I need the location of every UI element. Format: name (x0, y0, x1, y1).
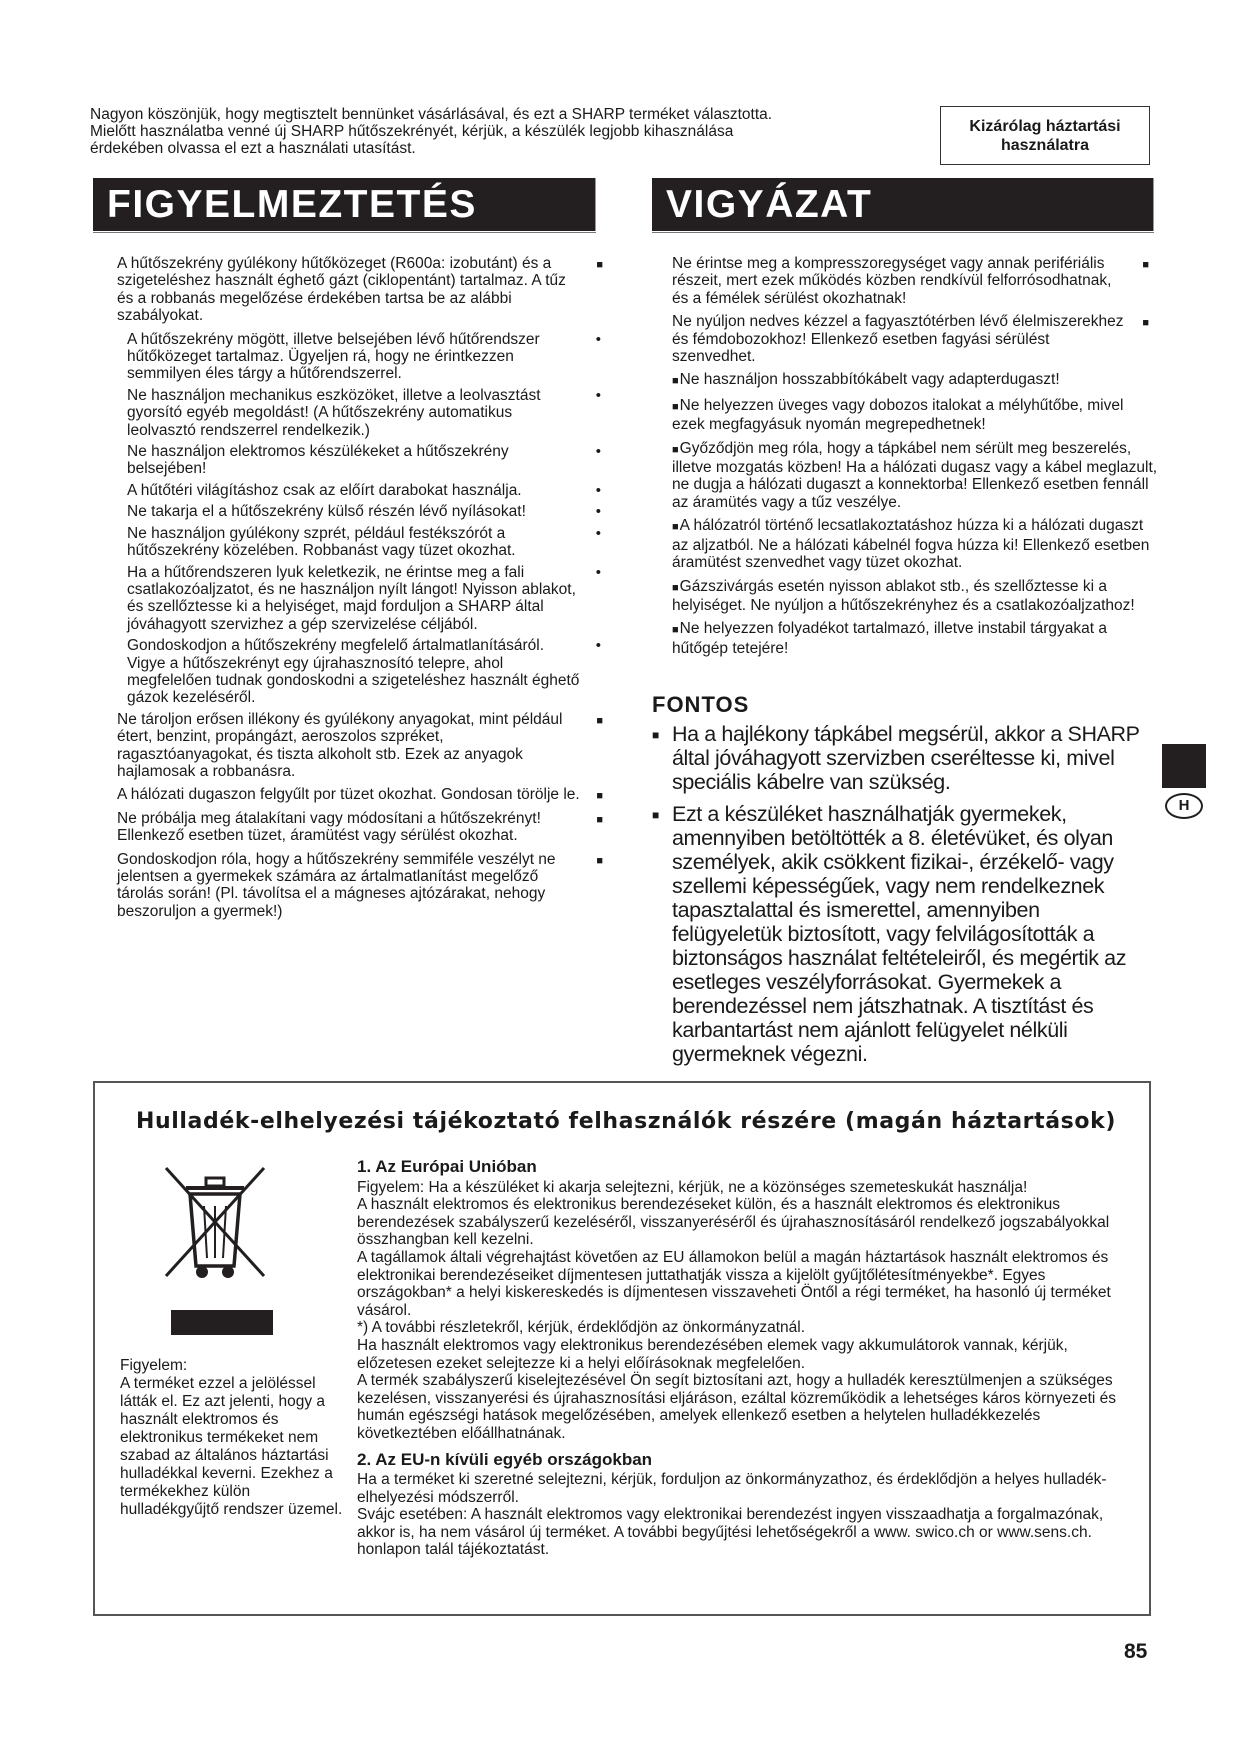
caution-rule (652, 232, 1154, 233)
dot-bullet-icon: • (595, 637, 601, 655)
dot-bullet-icon: • (595, 330, 601, 348)
warning-subitem (117, 387, 607, 439)
warning-subitem (117, 503, 607, 520)
warning-subitem-text: A hűtőtéri világításhoz csak az előírt darabokat használja. (127, 481, 522, 499)
warning-subitem (117, 637, 607, 707)
square-bullet-icon: ■ (596, 790, 603, 803)
warning-subitem-text: Gondoskodjon a hűtőszekrény megfelelő ártalmatlanításáról. Vigye a hűtőszekrényt egy újrahasznosító telepre, ahol megfelelően tudnak gondoskodni a szigeteléshez használt éghető gázok kezeléséről. (127, 637, 580, 707)
caution-item (672, 620, 1162, 657)
warning-item (117, 810, 607, 845)
square-bullet-icon: ■ (672, 521, 679, 534)
square-bullet-icon: ■ (1142, 259, 1149, 271)
warning-item (117, 851, 607, 921)
square-bullet-icon: ■ (672, 400, 679, 413)
important-title: FONTOS (652, 692, 750, 717)
caution-item-text: Győződjön meg róla, hogy a tápkábel nem sérült meg beszerelés, illetve mozgatás közben! Ha a hálózati dugasz vagy a kábel meglazult, ne dugja a hálózati dugaszt a konnektorba! Ellenkező esetben fennáll az áramütés vagy a tűz veszélye. (672, 439, 1158, 511)
dot-bullet-icon: • (595, 524, 601, 542)
eu-paragraph: *) A további részletekről, kérjük, érdeklődjön az önkormányzatnál. (357, 1319, 806, 1337)
caution-item-text: Ne érintse meg a kompresszoregységet vagy annak perifériális részeit, mert ezek működés közben rendkívül felforrósodhatnak, és a fémélek sérülést okozhatnak! (672, 255, 1112, 307)
dot-bullet-icon: • (595, 563, 601, 581)
square-bullet-icon: ■ (1142, 317, 1149, 330)
warning-subitem (117, 443, 607, 478)
warning-subitem (117, 564, 607, 634)
language-tab-block (1162, 744, 1206, 788)
caution-item (672, 397, 1162, 434)
warning-title: FIGYELMEZTETÉS (93, 178, 596, 231)
important-item-text: Ezt a készüléket használhatják gyermekek, amennyiben betöltötték a 8. életévüket, és olyan személyek, akik csökkent fizikai-, érzékelő- vagy szellemi képességűek, vagy nem rendelkeznek tapasztalattal és ismerettel, amennyiben felügyeletük biztosított, vagy felvilágosították a biztonságos használat feltételeiről, és megértik az esetleges veszélyforrásokat. Gyermekek a berendezéssel nem játszhatnak. A tisztítást és karbantartást nem ajánlott felügyelet nélküli gyermeknek végezni. (672, 802, 1127, 1066)
warning-subitem (117, 331, 607, 383)
disposal-title: Hulladék-elhelyezési tájékoztató felhasználók részére (magán háztartások) (136, 1109, 1116, 1134)
caution-item-text: Gázszivárgás esetén nyisson ablakot stb., és szellőztesse ki a helyiséget. Ne nyúljon a hűtőszekrényhez és a csatlakozóaljzathoz! (672, 577, 1135, 614)
warning-subitem-text: Ne használjon gyúlékony szprét, például festékszórót a hűtőszekrény közelében. Robbanást vagy tüzet okozhat. (127, 524, 516, 560)
crossed-bin-icon (160, 1162, 270, 1282)
disposal-note (120, 1357, 345, 1519)
dot-bullet-icon: • (595, 443, 601, 461)
caution-column (672, 255, 1162, 663)
square-bullet-icon: ■ (596, 259, 603, 271)
dot-bullet-icon: • (595, 386, 601, 404)
important-item (652, 722, 1152, 794)
language-tab-letter: H (1165, 793, 1203, 819)
non-eu-paragraph: Svájc esetében: A használt elektromos vagy elektronikai berendezést ingyen visszaadhatja a forgalmazónak, akkor is, ha nem vásárol új terméket. A további begyűjtési lehetőségekről a www. swico.ch or www.sens.ch. honlapon talál tájékoztatást. (357, 1506, 1104, 1559)
intro-line: Mielőtt használatba venné új SHARP hűtőszekrényét, kérjük, a készülék legjobb kihasználása (90, 123, 734, 140)
square-bullet-icon: ■ (672, 581, 679, 594)
caution-item-text: Ne helyezzen üveges vagy dobozos italokat a mélyhűtőbe, mivel ezek megfagyásuk nyomán megrepedhetnek! (672, 396, 1124, 434)
warning-item (117, 255, 607, 325)
important-list (652, 722, 1152, 1074)
caution-item-text: A hálózatról történő lecsatlakoztatáshoz húzza ki a hálózati dugaszt az aljzatból. Ne a hálózati kábelnél fogva húzza ki! Ellenkező esetben áramütést szenvedhet vagy tüzet okozhat. (672, 517, 1150, 572)
dot-bullet-icon: • (595, 503, 601, 521)
square-bullet-icon: ■ (596, 854, 603, 867)
disposal-note-heading: Figyelem: (120, 1357, 188, 1374)
warning-subitem-text: Ne takarja el a hűtőszekrény külső részén lévő nyílásokat! (127, 503, 526, 521)
non-eu-paragraph: Ha a terméket ki szeretné selejtezni, kérjük, forduljon az önkormányzathoz, és érdeklődjön a helyes hulladék-elhelyezési módszerről. (357, 1471, 1107, 1506)
warning-subitem-text: A hűtőszekrény mögött, illetve belsejében lévő hűtőrendszer hűtőközeget tartalmaz. Ügyeljen rá, hogy ne érintkezzen semmilyen éles tárgy a hűtőrendszerrel. (127, 330, 540, 383)
caution-item (672, 517, 1162, 571)
warning-item-text: Ne tároljon erősen illékony és gyúlékony anyagokat, mint például étert, benzint, propángázt, aeroszolos szpréket, ragasztóanyagokat, és tiszta alkoholt stb. Ezek az anyagok hajlamosak a robbanásra. (117, 710, 563, 780)
intro-text (90, 106, 920, 157)
square-bullet-icon: ■ (652, 728, 659, 742)
important-item-text: Ha a hajlékony tápkábel megsérül, akkor a SHARP által jóváhagyott szervizben cseréltesse ki, mivel speciális kábelre van szükség. (672, 722, 1140, 794)
eu-section-heading: 1. Az Európai Unióban (357, 1157, 537, 1176)
caution-item-text: Ne helyezzen folyadékot tartalmazó, illetve instabil tárgyakat a hűtőgép tetejére! (672, 620, 1107, 657)
warning-item-text: A hálózati dugaszon felgyűlt por tüzet okozhat. Gondosan törölje le. (117, 786, 580, 804)
eu-paragraph: A termék szabályszerű kiselejtezésével Ön segít biztosítani azt, hogy a hulladék keresztülmenjen a szükséges kezelésen, visszanyerési és újrahasznosítási eljáráson, ezáltal közreműködik a lehetséges káros környezeti és humán egészségi hatások megelőzésében, amelyek ellenkező esetben a helytelen hulladékkezelés következtében előállhatnának. (357, 1372, 1117, 1442)
square-bullet-icon: ■ (672, 443, 679, 456)
caution-item (672, 255, 1162, 307)
caution-item-text: Ne nyúljon nedves kézzel a fagyasztótérben lévő élelmiszerekhez és fémdobozokhoz! Ellenkező esetben fagyási sérülést szenvedhet. (672, 313, 1124, 366)
caution-item (672, 371, 1162, 390)
warning-item-text: A hűtőszekrény gyúlékony hűtőközeget (R600a: izobutánt) és a szigeteléshez használt éghető gázt (ciklopentánt) tartalmaz. A tűz és a robbanás megelőzése érdekében tartsa be az alábbi szabályokat. (117, 255, 566, 325)
warning-item (117, 786, 607, 803)
caution-item (672, 440, 1162, 512)
page-number: 85 (1124, 1640, 1148, 1663)
warning-item (117, 711, 607, 781)
warning-subitem-text: Ha a hűtőrendszeren lyuk keletkezik, ne érintse meg a fali csatlakozóaljzatot, és ne használjon nyílt lángot! Nyisson ablakot, és szellőztesse ki a helyiséget, majd forduljon a SHARP által jóváhagyott szervizhez a gép szervizelése céljából. (127, 563, 576, 633)
household-line: használatra (1000, 136, 1090, 154)
non-eu-section-heading: 2. Az EU-n kívüli egyéb országokban (357, 1449, 653, 1469)
warning-item-text: Ne próbálja meg átalakítani vagy módosítani a hűtőszekrényt! Ellenkező esetben tüzet, áramütést vagy sérülést okozhat. (117, 809, 541, 845)
intro-line: Nagyon köszönjük, hogy megtisztelt bennünket vásárlásával, és ezt a SHARP terméket választotta. (90, 106, 773, 123)
intro-line: érdekében olvassa el ezt a használati utasítást. (90, 140, 416, 157)
dot-bullet-icon: • (595, 481, 601, 499)
warning-subitem (117, 525, 607, 560)
warning-subitem (117, 482, 607, 499)
caution-item (672, 578, 1162, 615)
caution-item (672, 313, 1162, 365)
household-use-box (940, 106, 1150, 165)
square-bullet-icon: ■ (672, 375, 679, 388)
important-item (652, 802, 1152, 1066)
eu-paragraph: Figyelem: Ha a készüléket ki akarja selejtezni, kérjük, ne a közönséges szemeteskukát használja! (357, 1178, 1028, 1196)
warning-subitem-text: Ne használjon elektromos készülékeket a hűtőszekrény belsejében! (127, 443, 509, 478)
household-line: Kizárólag háztartási (969, 117, 1121, 135)
square-bullet-icon: ■ (672, 624, 679, 637)
warning-item-text: Gondoskodjon róla, hogy a hűtőszekrény semmiféle veszélyt ne jelentsen a gyermekek számára az ártalmatlanítást megelőző tárolás során! (Pl. távolítsa el a mágneses ajtózárakat, nehogy beszoruljon a gyermek!) (117, 850, 556, 920)
caution-title: VIGYÁZAT (652, 178, 1154, 231)
warning-subitem-text: Ne használjon mechanikus eszközöket, illetve a leolvasztást gyorsító egyéb megoldást! (A hűtőszekrény automatikus leolvasztó rendszerrel rendelkezik.) (127, 386, 541, 439)
warning-column (117, 255, 607, 926)
eu-paragraph: A tagállamok általi végrehajtást követően az EU államokon belül a magán háztartások használt elektromos és elektronikai berendezéseiket díjmentesen juttathatják vissza a kijelölt gyűjtőlétesítményekbe*. Egyes országokban* a helyi kiskereskedés is díjmentesen visszaveheti Öntől a régi terméket, ha hasonló új terméket vásárol. (357, 1248, 1111, 1319)
square-bullet-icon: ■ (596, 813, 603, 826)
eu-paragraph: Ha használt elektromos vagy elektronikus berendezésében elemek vagy akkumulátorok vannak, kérjük, előzetesen ezeket selejtezze ki a helyi előírásoknak megfelelően. (357, 1336, 1068, 1372)
disposal-body (357, 1158, 1137, 1559)
separate-collection-bar (171, 1310, 273, 1335)
caution-item-text: Ne használjon hosszabbítókábelt vagy adapterdugaszt! (679, 371, 1060, 389)
disposal-note-text: A terméket ezzel a jelöléssel látták el. Ez azt jelenti, hogy a használt elektromos és elektronikus termékeket nem szabad az általános háztartási hulladékkal keverni. Ezekhez a termékekhez külön hulladékgyűjtő rendszer üzemel. (120, 1375, 343, 1518)
square-bullet-icon: ■ (652, 808, 659, 822)
eu-paragraph: A használt elektromos és elektronikus berendezéseket külön, és a használt elektromos és elektronikus berendezések szabályszerű kezeléséről, visszanyeréséről és újrahasznosításáról rendelkező jogszabályokkal összhangban kell kezelni. (357, 1196, 1110, 1249)
square-bullet-icon: ■ (596, 714, 603, 727)
warning-rule (93, 232, 596, 233)
